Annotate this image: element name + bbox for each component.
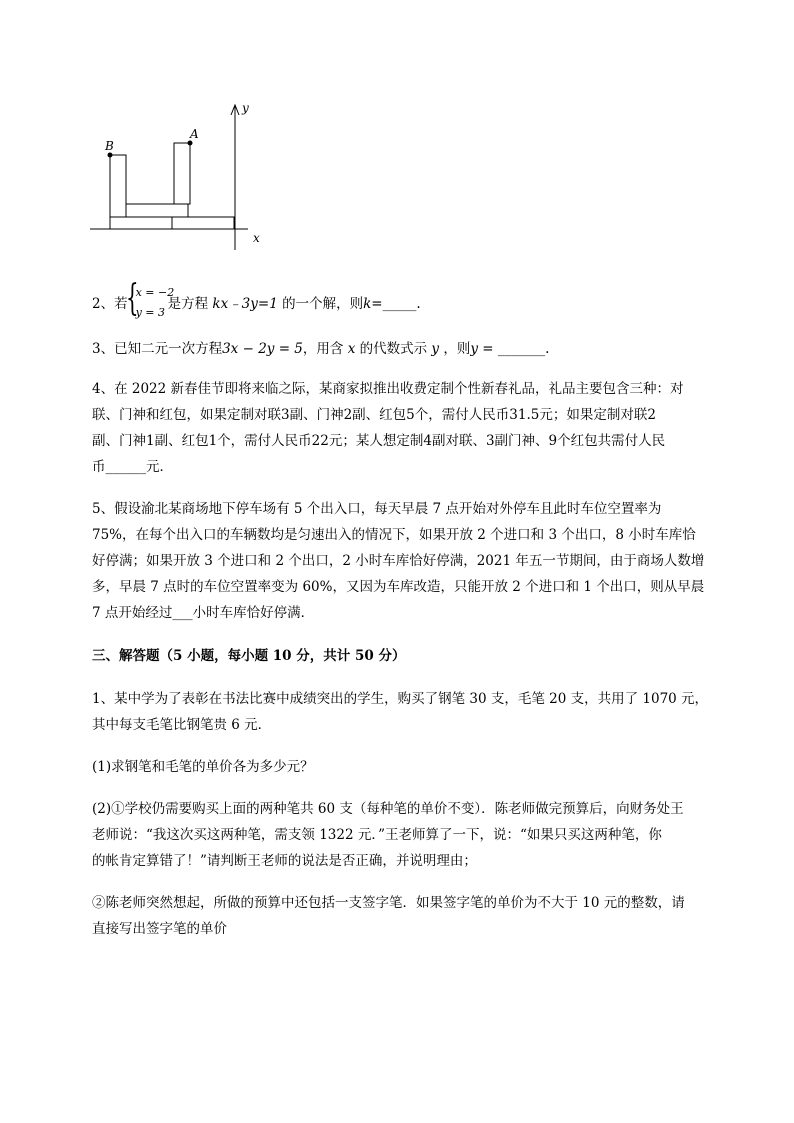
- q2-mid: 是方程: [167, 296, 209, 312]
- q2-k: k: [363, 296, 372, 312]
- section-3-title: 三、解答题（5 小题，每小题 10 分，共计 50 分）: [92, 648, 406, 664]
- point-b-label: B: [105, 139, 114, 153]
- q3-text-a: 3、已知二元一次方程: [92, 341, 223, 357]
- s1-line-1: 1、某中学为了表彰在书法比赛中成绩突出的学生，购买了钢笔 30 支，毛笔 20 支，共用了 1070 元，: [92, 691, 709, 707]
- left-vertical-rect: [110, 155, 126, 217]
- s1-part-2-line-3: 的帐肯定算错了！”请判断王老师的说法是否正确，并说明理由；: [92, 853, 477, 869]
- q5-line-3: 好停满；如果开放 3 个进口和 2 个出口，2 小时车库恰好停满，2021 年五一节期间，由于商场人数增: [92, 553, 705, 569]
- q4-line-3: 副、门神1副、红包1个，需付人民币22元；某人想定制4副对联、3副门神、9个红包共需付人民: [92, 433, 666, 449]
- q2-equation: kx﹣3y=1: [212, 296, 278, 312]
- bottom-rect-left: [110, 217, 172, 229]
- s1-part-1: (1)求钢笔和毛笔的单价各为多少元？: [92, 759, 314, 775]
- q4-line-4: 币______元．: [92, 459, 173, 475]
- x-axis-label: x: [253, 231, 260, 245]
- q3-var-y2: y: [470, 341, 478, 357]
- q4-line-2: 联、门神和红包，如果定制对联3副、门神2副、红包5个，需付人民币31.5元；如果定制对联2: [92, 407, 656, 423]
- q5-line-2: 75%，在每个出入口的车辆数均是匀速出入的情况下，如果开放 2 个进口和 3 个出口，8 小时车库恰: [92, 527, 696, 543]
- q3-text-c: 的代数式示: [359, 341, 428, 357]
- middle-rect: [126, 204, 188, 217]
- q3-var-x: x: [347, 341, 356, 357]
- q5-line-4: 多，早晨 7 点时的车位空置率变为 60%，又因为车库改造，只能开放 2 个进口和 1 个出口，则从早晨: [92, 579, 705, 595]
- system-row-1: x = −2: [135, 285, 175, 299]
- q3-var-y: y: [431, 341, 440, 357]
- question-2: [92, 277, 752, 326]
- y-axis-label: y: [242, 101, 249, 115]
- q3-text-b: ，用含: [302, 341, 344, 357]
- system-row-2: y = 3: [135, 305, 166, 319]
- question-3: [92, 336, 752, 362]
- q3-text-e: = _______.: [477, 341, 550, 357]
- q5-line-1: 5、假设渝北某商场地下停车场有 5 个出入口，每天早晨 7 点开始对外停车且此时车位空置率为: [92, 501, 662, 517]
- q3-equation: 3x − 2y = 5: [222, 341, 303, 357]
- right-vertical-rect: [174, 143, 190, 204]
- point-b-dot: [108, 153, 113, 158]
- s1-line-2: 其中每支毛笔比钢笔贵 6 元．: [92, 717, 272, 733]
- s1-part-2-line-2: 老师说：“我这次买这两种笔，需支领 1322 元．”王老师算了一下，说：“如果只买这两种笔，你: [92, 827, 662, 843]
- brace-icon: {: [125, 277, 139, 319]
- point-a-label: A: [190, 127, 199, 141]
- q2-prefix: 2、若: [92, 296, 128, 312]
- equation-system: [125, 277, 175, 326]
- q5-line-5: 7 点开始经过___小时车库恰好停满．: [92, 605, 315, 621]
- bottom-rect-right: [172, 217, 234, 229]
- s1-part-2-line-1: (2)①学校仍需要购买上面的两种笔共 60 支（每种笔的单价不变）．陈老师做完预算后，向财务处王: [92, 801, 684, 817]
- q2-end: =_____.: [371, 296, 421, 312]
- s1-part-3-line-2: 直接写出签字笔的单价: [92, 921, 227, 937]
- point-a-dot: [188, 141, 193, 146]
- coordinate-figure: [88, 96, 268, 256]
- s1-part-3-line-1: ②陈老师突然想起，所做的预算中还包括一支签字笔．如果签字笔的单价为不大于 10 元的整数，请: [92, 895, 685, 911]
- q2-suffix: 的一个解，则: [282, 296, 364, 312]
- q4-line-1: 4、在 2022 新春佳节即将来临之际，某商家拟推出收费定制个性新春礼品，礼品主要包含三种：对: [92, 381, 684, 397]
- q3-text-d: ，则: [443, 341, 471, 357]
